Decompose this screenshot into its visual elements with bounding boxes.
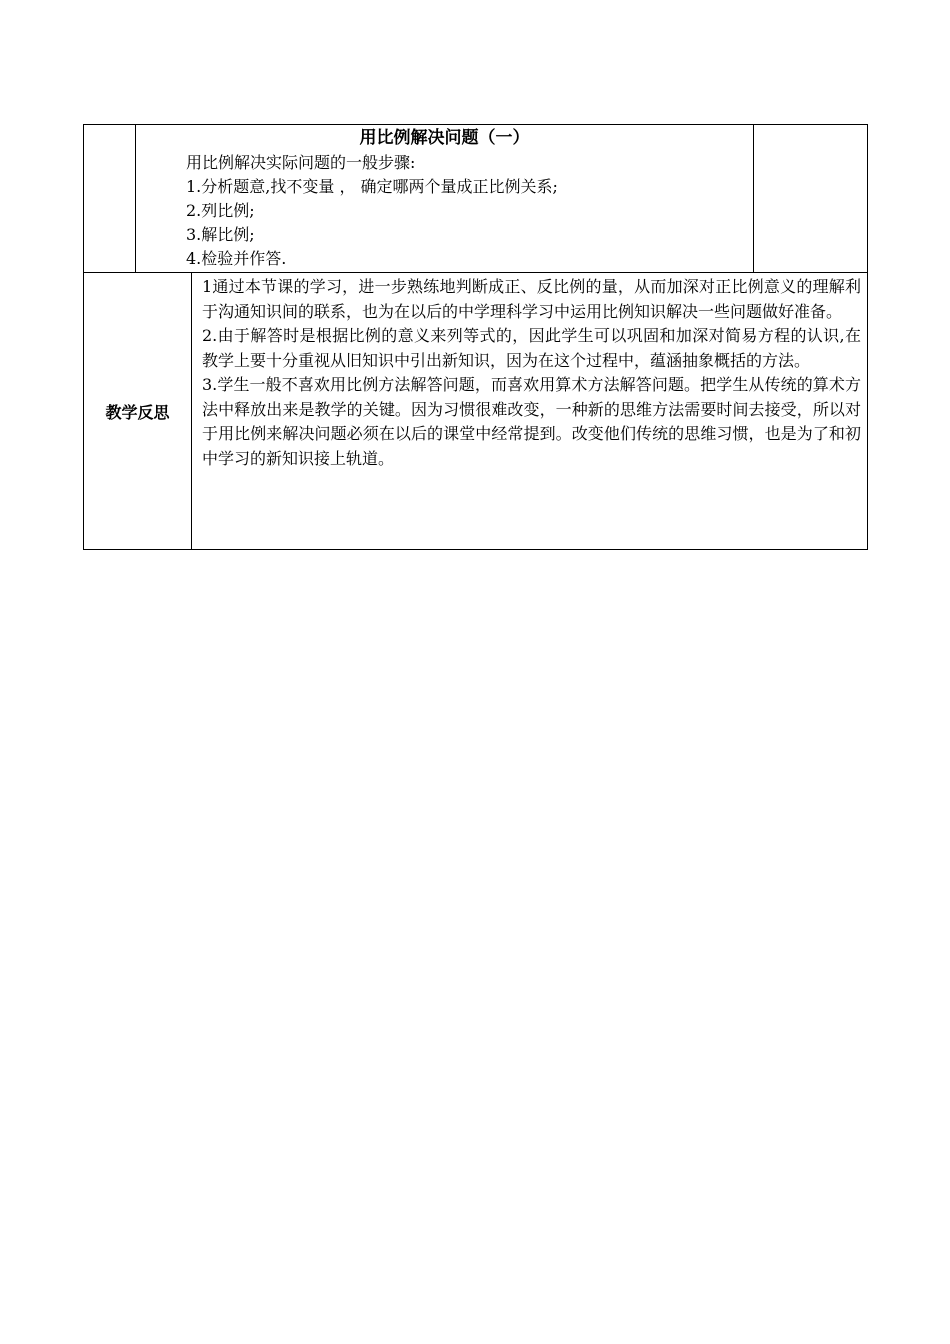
step-item: 4.检验并作答. (186, 249, 287, 268)
step-item: 1.分析题意,找不变量 ， 确定哪两个量成正比例关系; (186, 177, 558, 196)
steps-intro: 用比例解决实际问题的一般步骤: (186, 153, 416, 172)
reflection-paragraph: 1通过本节课的学习，进一步熟练地判断成正、反比例的量，从而加深对正比例意义的理解利于沟通知识间的联系，也为在以后的中学理科学习中运用比例知识解决一些问题做好准备。 (202, 277, 861, 321)
reflection-content-cell (192, 273, 867, 549)
summary-left-cell (84, 125, 136, 272)
lesson-table (83, 124, 868, 550)
reflection-label-cell (84, 273, 192, 549)
reflection-paragraph: 2.由于解答时是根据比例的意义来列等式的，因此学生可以巩固和加深对简易方程的认识,在教学上要十分重视从旧知识中引出新知识，因为在这个过程中，蕴涵抽象概括的方法。 (202, 326, 861, 370)
step-item: 3.解比例; (186, 225, 255, 244)
steps-list (186, 151, 558, 271)
step-item: 2.列比例; (186, 201, 255, 220)
summary-content-cell (136, 125, 753, 272)
section-title: 用比例解决问题（一） (359, 128, 530, 148)
reflection-paragraph: 3.学生一般不喜欢用比例方法解答问题，而喜欢用算术方法解答问题。把学生从传统的算术方法中释放出来是教学的关键。因为习惯很难改变，一种新的思维方法需要时间去接受，所以对于用比例来解决问题必须在以后的课堂中经常提到。改变他们传统的思维习惯，也是为了和初中学习的新知识接上轨道。 (202, 375, 861, 468)
reflection-row (84, 273, 867, 549)
reflection-label: 教学反思 (105, 402, 170, 422)
summary-right-cell (753, 125, 867, 272)
summary-row (84, 125, 867, 273)
